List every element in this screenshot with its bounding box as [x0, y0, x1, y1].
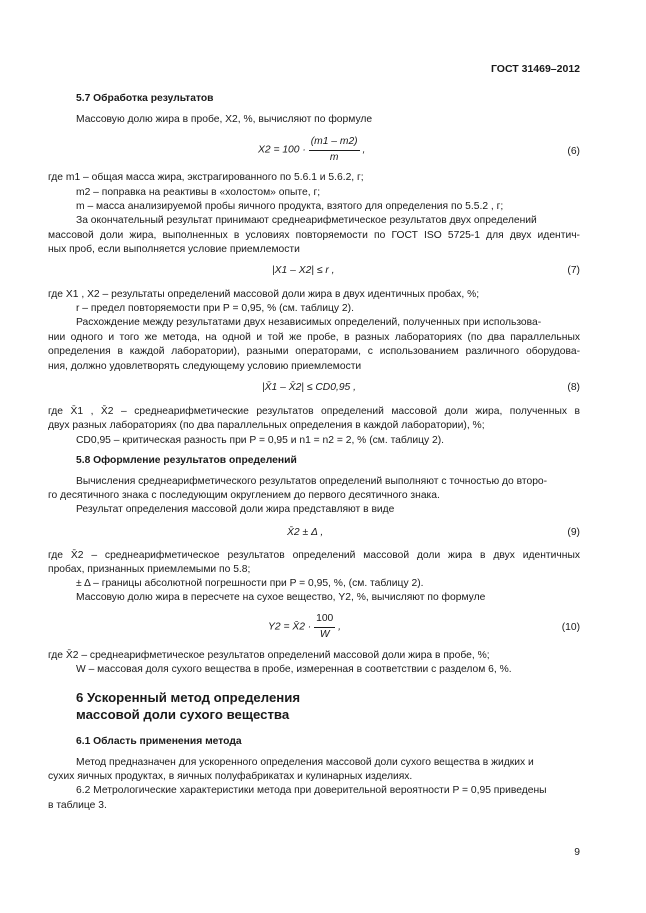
where-line: где X̄2 – среднеарифметическое результатов определений массовой доли жира в двух идентичных: [48, 550, 580, 561]
formula-10-tail: ,: [338, 621, 342, 633]
formula-10-numerator: 100: [314, 612, 335, 628]
where-line: двух разных лабораториях (по два параллельных определения в каждой лаборатории), %;: [48, 420, 485, 431]
paragraph-line: определения в каждой лаборатории), разными операторами, с использованием различного оборудова-: [48, 346, 580, 357]
formula-9: X̄2 ± Δ ,: [287, 527, 324, 538]
paragraph-line: Вычисления среднеарифметического результатов определений выполняют с точностью до второ-: [76, 476, 548, 487]
where-line: ± Δ – границы абсолютной погрешности при P = 0,95, %, (см. таблицу 2).: [76, 578, 424, 589]
paragraph-line: Метод предназначен для ускоренного определения массовой доли сухого вещества в жидких и: [76, 757, 534, 768]
where-line: где X̄2 – среднеарифметическое результатов определений массовой доли жира в пробе, %;: [48, 650, 490, 661]
where-line: W – массовая доля сухого вещества в пробе, измеренная в соответствии с разделом 6, %.: [76, 664, 512, 675]
paragraph-line: массовой доли жира, выполненных в условиях повторяемости по ГОСТ ISO 5725-1 для двух идентич-: [48, 230, 580, 241]
formula-10-number: (10): [561, 622, 580, 633]
formula-7-number: (7): [567, 265, 580, 276]
paragraph-line: Массовую долю жира в пробе, X2, %, вычисляют по формуле: [76, 114, 373, 125]
formula-6-number: (6): [567, 146, 580, 157]
where-line: r – предел повторяемости при P = 0,95, % (см. таблицу 2).: [76, 303, 354, 314]
formula-6-numerator: (m1 – m2): [309, 135, 360, 151]
paragraph-line: сухих яичных продуктах, в яичных полуфабрикатах и кулинарных изделиях.: [48, 771, 413, 782]
paragraph-line: ных проб, если выполняется условие приемлемости: [48, 244, 300, 255]
paragraph-line: нии одного и того же метода, на одной и той же пробе, в разных лабораториях (по два параллельных: [48, 332, 580, 343]
formula-7: |X1 – X2| ≤ r ,: [272, 265, 335, 276]
formula-9-number: (9): [567, 527, 580, 538]
paragraph-line: За окончательный результат принимают среднеарифметическое результатов двух определений: [76, 215, 537, 226]
paragraph-line: 6.2 Метрологические характеристики метода при доверительной вероятности P = 0,95 приведены: [76, 785, 547, 796]
paragraph-line: Расхождение между результатами двух независимых определений, полученных при использова-: [76, 317, 542, 328]
section-title-6-line1: 6 Ускоренный метод определения: [76, 690, 301, 705]
formula-10: [268, 612, 341, 642]
standard-header: ГОСТ 31469–2012: [490, 63, 580, 75]
formula-6-fraction: [309, 135, 360, 165]
formula-8: |X̄1 – X̄2| ≤ CD0,95 ,: [262, 382, 356, 393]
formula-10-denominator: W: [319, 628, 330, 640]
formula-8-number: (8): [567, 382, 580, 393]
where-line: m – масса анализируемой пробы яичного продукта, взятого для определения по 5.5.2 , г;: [76, 201, 504, 212]
formula-6: [258, 135, 365, 165]
section-title-5-7: 5.7 Обработка результатов: [76, 93, 214, 104]
formula-6-tail: ,: [362, 144, 366, 156]
formula-6-denominator: m: [329, 151, 339, 163]
where-line: где m1 – общая масса жира, экстрагированного по 5.6.1 и 5.6.2, г;: [48, 172, 364, 183]
formula-10-fraction: [314, 612, 335, 642]
where-line: где X1 , X2 – результаты определений массовой доли жира в двух идентичных пробах, %;: [48, 289, 480, 300]
paragraph-line: Результат определения массовой доли жира представляют в виде: [76, 504, 395, 515]
page-number: 9: [574, 847, 580, 858]
formula-10-lhs: Y2 = X̄2 ·: [268, 621, 312, 633]
where-line: m2 – поправка на реактивы в «холостом» опыте, г;: [76, 187, 321, 198]
where-line: где X̄1 , X̄2 – среднеарифметические результатов определений массовой доли жира, полученных в: [48, 406, 580, 417]
paragraph-line: в таблице 3.: [48, 800, 107, 811]
formula-6-lhs: X2 = 100 ·: [258, 144, 306, 156]
section-title-5-8: 5.8 Оформление результатов определений: [76, 455, 297, 466]
section-title-6-line2: массовой доли сухого вещества: [76, 707, 290, 722]
where-line: CD0,95 – критическая разность при P = 0,95 и n1 = n2 = 2, % (см. таблицу 2).: [76, 435, 445, 446]
subsection-title-6-1: 6.1 Область применения метода: [76, 736, 242, 747]
paragraph-line: го десятичного знака с последующим округлением до первого десятичного знака.: [48, 490, 440, 501]
paragraph-line: Массовую долю жира в пересчете на сухое вещество, Y2, %, вычисляют по формуле: [76, 592, 486, 603]
where-line: пробах, признанных приемлемыми по 5.8;: [48, 564, 251, 575]
paragraph-line: ния, должно удовлетворять следующему условию приемлемости: [48, 361, 362, 372]
